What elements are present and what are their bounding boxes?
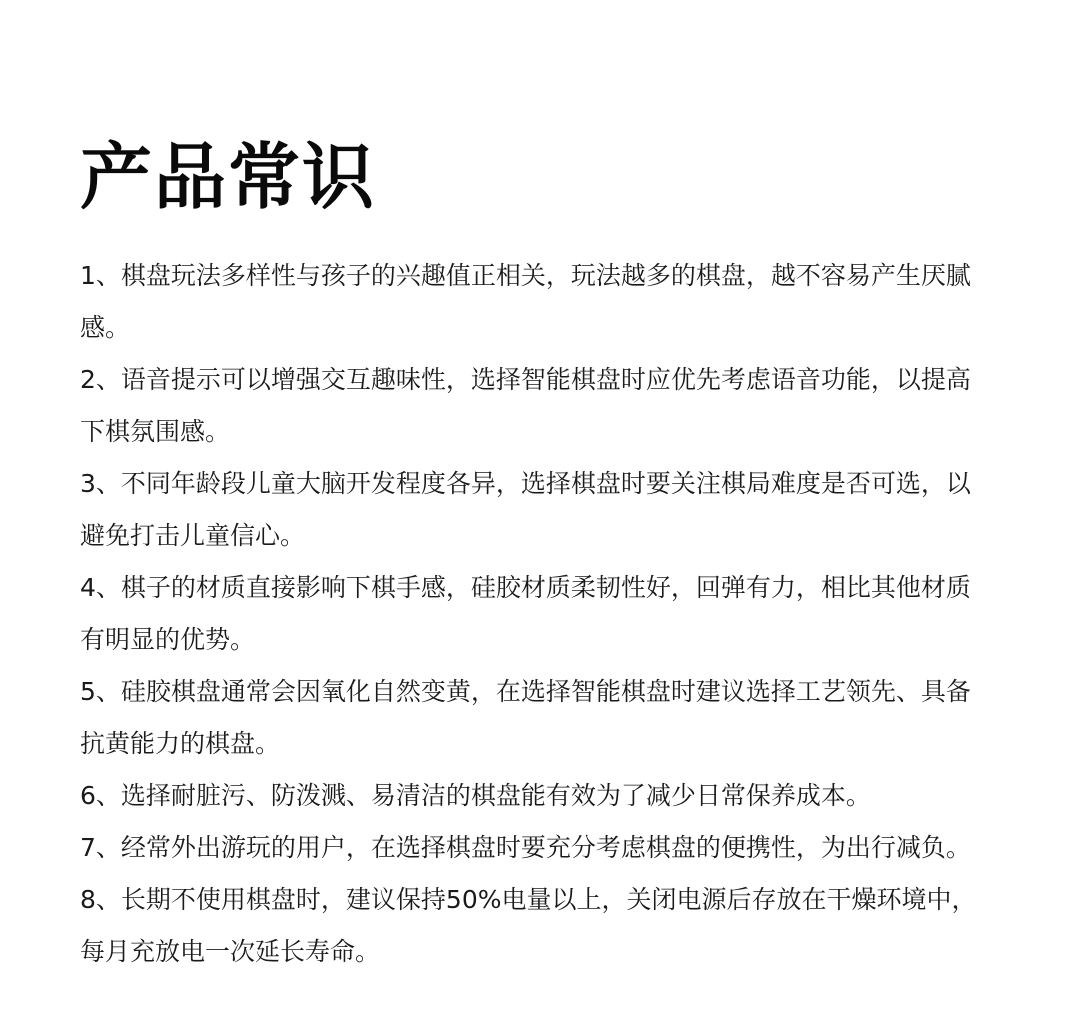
tip-item-3: 3、不同年龄段儿童大脑开发程度各异，选择棋盘时要关注棋局难度是否可选，以避免打击儿童信心。 xyxy=(80,469,971,550)
tip-item-4: 4、棋子的材质直接影响下棋手感，硅胶材质柔韧性好，回弹有力，相比其他材质有明显的优势。 xyxy=(80,573,971,654)
tip-item-1: 1、棋盘玩法多样性与孩子的兴趣值正相关，玩法越多的棋盘，越不容易产生厌腻感。 xyxy=(80,261,971,342)
tip-item-2: 2、语音提示可以增强交互趣味性，选择智能棋盘时应优先考虑语音功能，以提高下棋氛围感。 xyxy=(80,365,971,446)
page-title: 产品常识 xyxy=(80,135,377,219)
tip-item-6: 6、选择耐脏污、防泼溅、易清洁的棋盘能有效为了减少日常保养成本。 xyxy=(80,781,871,810)
tips-list xyxy=(80,250,990,978)
tip-item-5: 5、硅胶棋盘通常会因氧化自然变黄，在选择智能棋盘时建议选择工艺领先、具备抗黄能力的棋盘。 xyxy=(80,677,971,758)
tip-item-7: 7、经常外出游玩的用户，在选择棋盘时要充分考虑棋盘的便携性，为出行减负。 xyxy=(80,833,971,862)
tip-item-8: 8、长期不使用棋盘时，建议保持50%电量以上，关闭电源后存放在干燥环境中，每月充放电一次延长寿命。 xyxy=(80,885,977,966)
